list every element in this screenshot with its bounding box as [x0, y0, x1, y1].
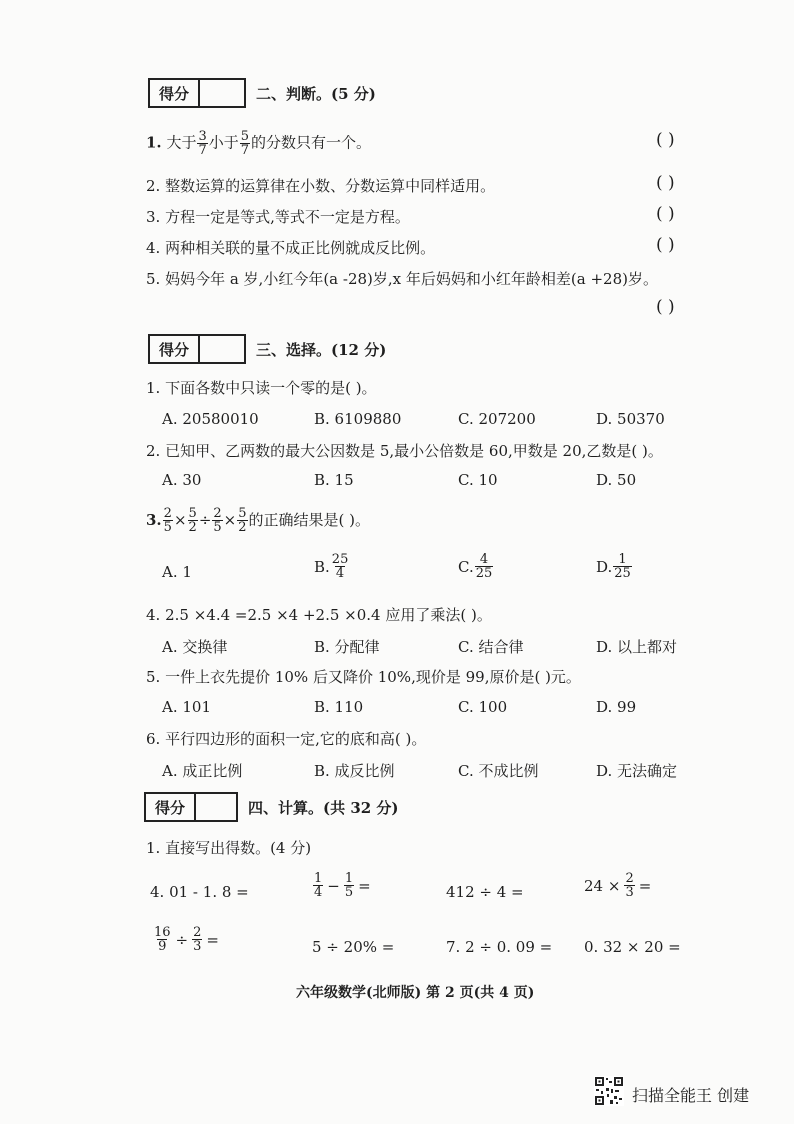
answer-paren[interactable]: ( ) [656, 297, 675, 317]
option-a[interactable]: A. 交换律 [162, 638, 228, 656]
option-c[interactable]: C. $\frac{4}{25}$ [458, 552, 493, 581]
option-a[interactable]: A. 101 [162, 698, 211, 716]
judge-q4: 4. 两种相关联的量不成正比例就成反比例。 [146, 239, 436, 257]
q-text: 的分数只有一个。 [251, 133, 372, 152]
answer-paren[interactable]: ( ) [656, 204, 675, 224]
option-d[interactable]: D. 无法确定 [596, 762, 678, 780]
q-number: 3. [146, 511, 162, 529]
option-c[interactable]: C. 100 [458, 698, 508, 716]
answer-paren[interactable]: ( ) [656, 130, 675, 150]
calc-expr-2: $\frac{1}{4}$ − $\frac{1}{5}$ = [314, 871, 371, 900]
fraction: $\frac{2}{5}$ [163, 505, 172, 535]
score-blank [196, 794, 236, 820]
score-blank [200, 80, 244, 106]
fraction: $\frac{2}{5}$ [213, 505, 222, 535]
score-box-section2 [148, 78, 246, 108]
choice-q3 [146, 500, 370, 540]
section2-title: 二、判断。(5 分) [256, 85, 376, 103]
option-b[interactable]: B. $\frac{25}{4}$ [314, 552, 349, 581]
score-blank [200, 336, 244, 362]
section4-title: 四、计算。(共 32 分) [248, 799, 399, 817]
q-text: 小于 [208, 133, 239, 152]
q-text: 的正确结果是( )。 [248, 511, 371, 529]
fraction: $\frac{5}{2}$ [238, 505, 247, 535]
calc-expr-6: 5 ÷ 20% = [312, 938, 395, 956]
judge-q2: 2. 整数运算的运算律在小数、分数运算中同样适用。 [146, 177, 496, 195]
score-box-section3 [148, 334, 246, 364]
calc-expr-1: 4. 01 - 1. 8 = [150, 883, 249, 901]
fraction: $\frac{5}{2}$ [188, 505, 197, 535]
option-c[interactable]: C. 不成比例 [458, 762, 539, 780]
calc-expr-8: 0. 32 × 20 = [584, 938, 681, 956]
option-d[interactable]: D. 50 [596, 471, 637, 489]
option-c[interactable]: C. 207200 [458, 410, 536, 428]
q-text: 大于 [166, 133, 197, 152]
option-b[interactable]: B. 110 [314, 698, 364, 716]
operator: × [173, 511, 187, 529]
option-b[interactable]: B. 15 [314, 471, 354, 489]
operator: ÷ [198, 511, 212, 529]
score-label: 得分 [146, 794, 196, 820]
option-b[interactable]: B. 分配律 [314, 638, 380, 656]
page-footer: 六年级数学(北师版) 第 2 页(共 4 页) [296, 985, 535, 1001]
score-label: 得分 [150, 336, 200, 362]
score-box-section4 [144, 792, 238, 822]
q-number: 1. [146, 133, 162, 152]
answer-paren[interactable]: ( ) [656, 173, 675, 193]
option-b[interactable]: B. 成反比例 [314, 762, 395, 780]
calc-expr-3: 412 ÷ 4 = [446, 883, 524, 901]
option-d[interactable]: D. 99 [596, 698, 637, 716]
choice-q5: 5. 一件上衣先提价 10% 后又降价 10%,现价是 99,原价是( )元。 [146, 668, 581, 686]
judge-q1 [146, 130, 371, 157]
choice-q4: 4. 2.5 ×4.4 =2.5 ×4 +2.5 ×0.4 应用了乘法( )。 [146, 606, 492, 624]
option-a[interactable]: A. 成正比例 [162, 762, 243, 780]
option-a[interactable]: A. 30 [162, 471, 202, 489]
option-d[interactable]: D. 50370 [596, 410, 665, 428]
judge-q3: 3. 方程一定是等式,等式不一定是方程。 [146, 208, 410, 226]
option-a[interactable]: A. 1 [162, 563, 192, 581]
fraction: $\frac{3}{7}$ [198, 129, 207, 158]
option-d[interactable]: D. 以上都对 [596, 638, 678, 656]
choice-q6: 6. 平行四边形的面积一定,它的底和高( )。 [146, 730, 427, 748]
fraction: $\frac{5}{7}$ [240, 129, 250, 158]
answer-paren[interactable]: ( ) [656, 235, 675, 255]
judge-q5: 5. 妈妈今年 a 岁,小红今年(a -28)岁,x 年后妈妈和小红年龄相差(a +28)岁。 [146, 270, 658, 288]
option-b[interactable]: B. 6109880 [314, 410, 402, 428]
calc-expr-5: $\frac{16}{9}$ ÷ $\frac{2}{3}$ = [154, 925, 219, 954]
operator: × [223, 511, 237, 529]
watermark-text: 扫描全能王 创建 [632, 1086, 750, 1105]
option-a[interactable]: A. 20580010 [162, 410, 259, 428]
choice-q2: 2. 已知甲、乙两数的最大公因数是 5,最小公倍数是 60,甲数是 20,乙数是( )。 [146, 442, 663, 460]
calc-sub1: 1. 直接写出得数。(4 分) [146, 839, 312, 857]
calc-expr-7: 7. 2 ÷ 0. 09 = [446, 938, 553, 956]
section3-title: 三、选择。(12 分) [256, 341, 387, 359]
choice-q1: 1. 下面各数中只读一个零的是( )。 [146, 379, 377, 397]
option-c[interactable]: C. 结合律 [458, 638, 524, 656]
option-c[interactable]: C. 10 [458, 471, 498, 489]
qr-code-icon [594, 1076, 624, 1106]
score-label: 得分 [150, 80, 200, 106]
calc-expr-4: 24 × $\frac{2}{3}$ = [584, 871, 652, 900]
option-d[interactable]: D. $\frac{1}{25}$ [596, 552, 631, 581]
